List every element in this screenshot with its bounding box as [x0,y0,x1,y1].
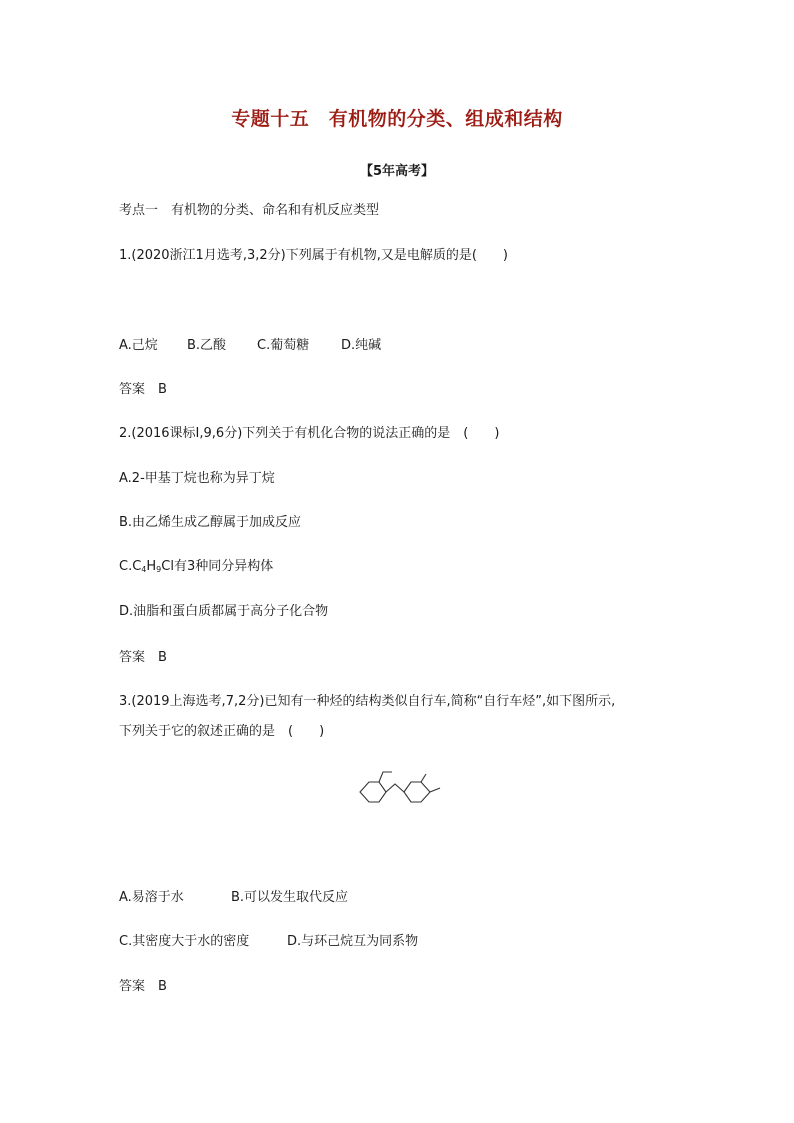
q1-option-d: D.纯碱 [341,338,382,353]
answer-label: 答案 [119,382,146,397]
q3-option-a: A.易溶于水 [119,890,184,905]
q1-answer [119,380,167,400]
q1-option-b: B.乙酸 [187,338,227,353]
q3-option-b: B.可以发生取代反应 [231,890,349,905]
answer-label: 答案 [119,650,146,665]
formula-element: H [146,559,157,574]
topic-heading: 考点一 有机物的分类、命名和有机反应类型 [119,203,380,218]
answer-value: B [158,382,167,397]
q1-stem: 1.(2020浙江1月选考,3,2分)下列属于有机物,又是电解质的是( ) [119,248,508,263]
q1-option-c: C.葡萄糖 [257,338,310,353]
right-end-substituent [430,788,440,792]
q2-answer [119,648,167,668]
left-cyclohexane-ring [360,782,386,802]
q1-option-a: A.己烷 [119,338,158,353]
q2-option-a: A.2-甲基丁烷也称为异丁烷 [119,471,275,486]
q3-stem-line1: 3.(2019上海选考,7,2分)已知有一种烃的结构类似自行车,简称“自行车烃”,如下图所示, [119,694,616,709]
formula-subscript: 4 [141,565,147,574]
answer-label: 答案 [119,979,146,994]
bridge-bond [386,784,404,792]
q2-option-c [119,557,273,580]
answer-value: B [158,979,167,994]
page-title: 专题十五 有机物的分类、组成和结构 [231,108,563,130]
answer-value: B [158,650,167,665]
q3-option-c: C.其密度大于水的密度 [119,934,250,949]
q2-option-d: D.油脂和蛋白质都属于高分子化合物 [119,604,329,619]
right-substituent [421,774,426,782]
q2-option-b: B.由乙烯生成乙醇属于加成反应 [119,515,302,530]
bicycle-hydrocarbon-structure [348,766,444,818]
formula-prefix: C.C [119,559,142,574]
q1-options [119,336,381,356]
left-substituent [379,772,392,782]
q3-options-cd [119,932,418,952]
formula-suffix: Cl有3种同分异构体 [161,559,274,574]
q3-options-ab [119,888,348,908]
q3-option-d: D.与环己烷互为同系物 [287,934,419,949]
formula-subscript: 9 [156,565,162,574]
right-cyclohexane-ring [404,782,430,802]
section-subtitle: 【5年高考】 [359,164,435,179]
q3-stem-line2: 下列关于它的叙述正确的是 ( ) [119,724,325,739]
q2-stem: 2.(2016课标Ⅰ,9,6分)下列关于有机化合物的说法正确的是 ( ) [119,426,500,441]
q3-answer [119,977,167,997]
